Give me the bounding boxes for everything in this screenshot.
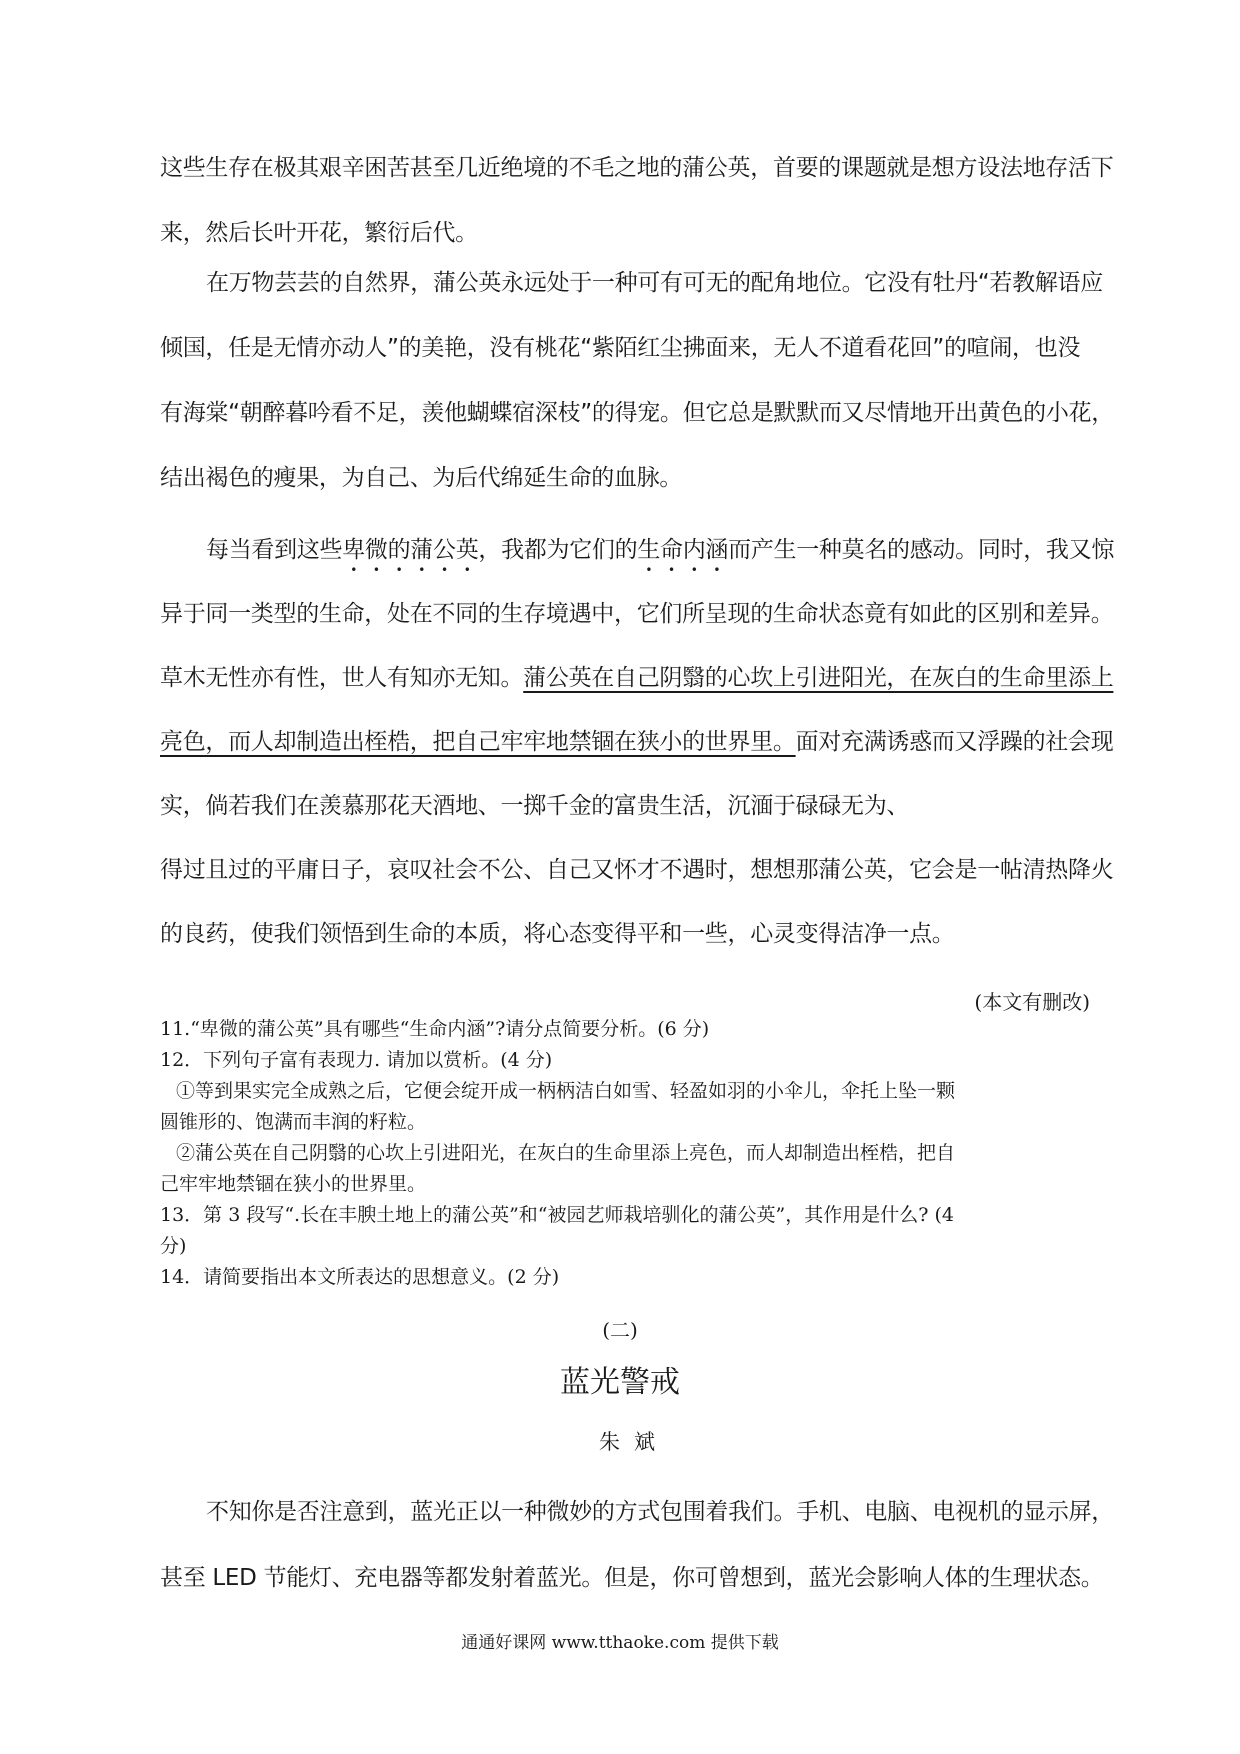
article-author: 朱斌 [599,1430,669,1454]
emphasized-phrase: 生命内涵 [637,537,729,563]
paragraph-line: 有海棠“朝醉暮吟看不足，羡他蝴蝶宿深枝”的得宠。但它总是默默而又尽情地开出黄色的小花， [160,400,1114,426]
source-note: (本文有删改) [974,990,1090,1014]
paragraph-line: 不知你是否注意到，蓝光正以一种微妙的方式包围着我们。手机、电脑、电视机的显示屏， [206,1499,1115,1525]
paragraph-line: 得过且过的平庸日子，哀叹社会不公、自己又怀才不遇时，想想那蒲公英，它会是一帖清热降火 [160,857,1114,883]
question-12: 12．下列句子富有表现力. 请加以赏析。(4 分) [160,1049,553,1071]
question-11: 11.“卑微的蒲公英”具有哪些“生命内涵”?请分点简要分析。(6 分) [160,1018,710,1040]
article-title: 蓝光警戒 [560,1365,680,1400]
question-14: 14．请简要指出本文所表达的思想意义。(2 分) [160,1266,560,1288]
question-13-cont: 分) [160,1235,187,1257]
question-12-sentence-1-cont: 圆锥形的、饱满而丰润的籽粒。 [160,1111,427,1133]
page-footer: 通通好课网 www.tthaoke.com 提供下载 [461,1633,779,1653]
paragraph-article2-1 [160,1479,1115,1611]
paragraph-line: 来，然后长叶开花，繁衍后代。 [160,220,478,246]
question-12-sentence-1: ①等到果实完全成熟之后，它便会绽开成一柄柄洁白如雪、轻盈如羽的小伞儿，伞托上坠一颗 [176,1080,956,1102]
paragraph-line: 的良药，使我们领悟到生命的本质，将心态变得平和一些，心灵变得洁净一点。 [160,921,955,947]
section-number: (二) [602,1318,638,1342]
paragraph-line: 倾国，任是无情亦动人”的美艳，没有桃花“紫陌红尘拂面来，无人不道看花回”的喧闹，也没 [160,335,1081,361]
question-12-sentence-2-cont: 己牢牢地禁锢在狭小的世界里。 [160,1173,427,1195]
underlined-sentence: 亮色，而人却制造出桎梏，把自己牢牢地禁锢在狭小的世界里。 [160,729,796,755]
emphasized-phrase: 卑微的蒲公英 [342,537,479,563]
question-12-sentence-2: ②蒲公英在自己阴翳的心坎上引进阳光，在灰白的生命里添上亮色，而人却制造出桎梏，把自 [176,1142,956,1164]
paragraph-line: 在万物芸芸的自然界，蒲公英永远处于一种可有可无的配角地位。它没有牡丹“若教解语应 [206,270,1103,296]
paragraph-line: 每当看到这些卑微的蒲公英，我都为它们的生命内涵而产生一种莫名的感动。同时，我又惊 [206,537,1115,563]
paragraph-3 [160,518,1115,966]
underlined-sentence: 蒲公英在自己阴翳的心坎上引进阳光，在灰白的生命里添上 [523,665,1114,691]
paragraph-line: 实，倘若我们在羡慕那花天酒地、一掷千金的富贵生活，沉湎于碌碌无为、 [160,793,910,819]
paragraph-line: 这些生存在极其艰辛困苦甚至几近绝境的不毛之地的蒲公英，首要的课题就是想方设法地存活下 [160,155,1114,181]
paragraph-1 [160,136,1114,266]
question-list [160,1014,1090,1293]
paragraph-line: 甚至 LED 节能灯、充电器等都发射着蓝光。但是，你可曾想到，蓝光会影响人体的生理状态。 [160,1565,1104,1591]
paragraph-2 [160,251,1114,511]
paragraph-line: 结出褐色的瘦果，为自己、为后代绵延生命的血脉。 [160,465,683,491]
paragraph-line: 亮色，而人却制造出桎梏，把自己牢牢地禁锢在狭小的世界里。面对充满诱惑而又浮躁的社会现 [160,729,1114,755]
paragraph-line: 草木无性亦有性，世人有知亦无知。蒲公英在自己阴翳的心坎上引进阳光，在灰白的生命里添上 [160,665,1114,691]
paragraph-line: 异于同一类型的生命，处在不同的生存境遇中，它们所呈现的生命状态竟有如此的区别和差异。 [160,601,1114,627]
question-13: 13．第 3 段写“.长在丰腴土地上的蒲公英”和“被园艺师栽培驯化的蒲公英”，其作用是什么? (4 [160,1204,954,1226]
